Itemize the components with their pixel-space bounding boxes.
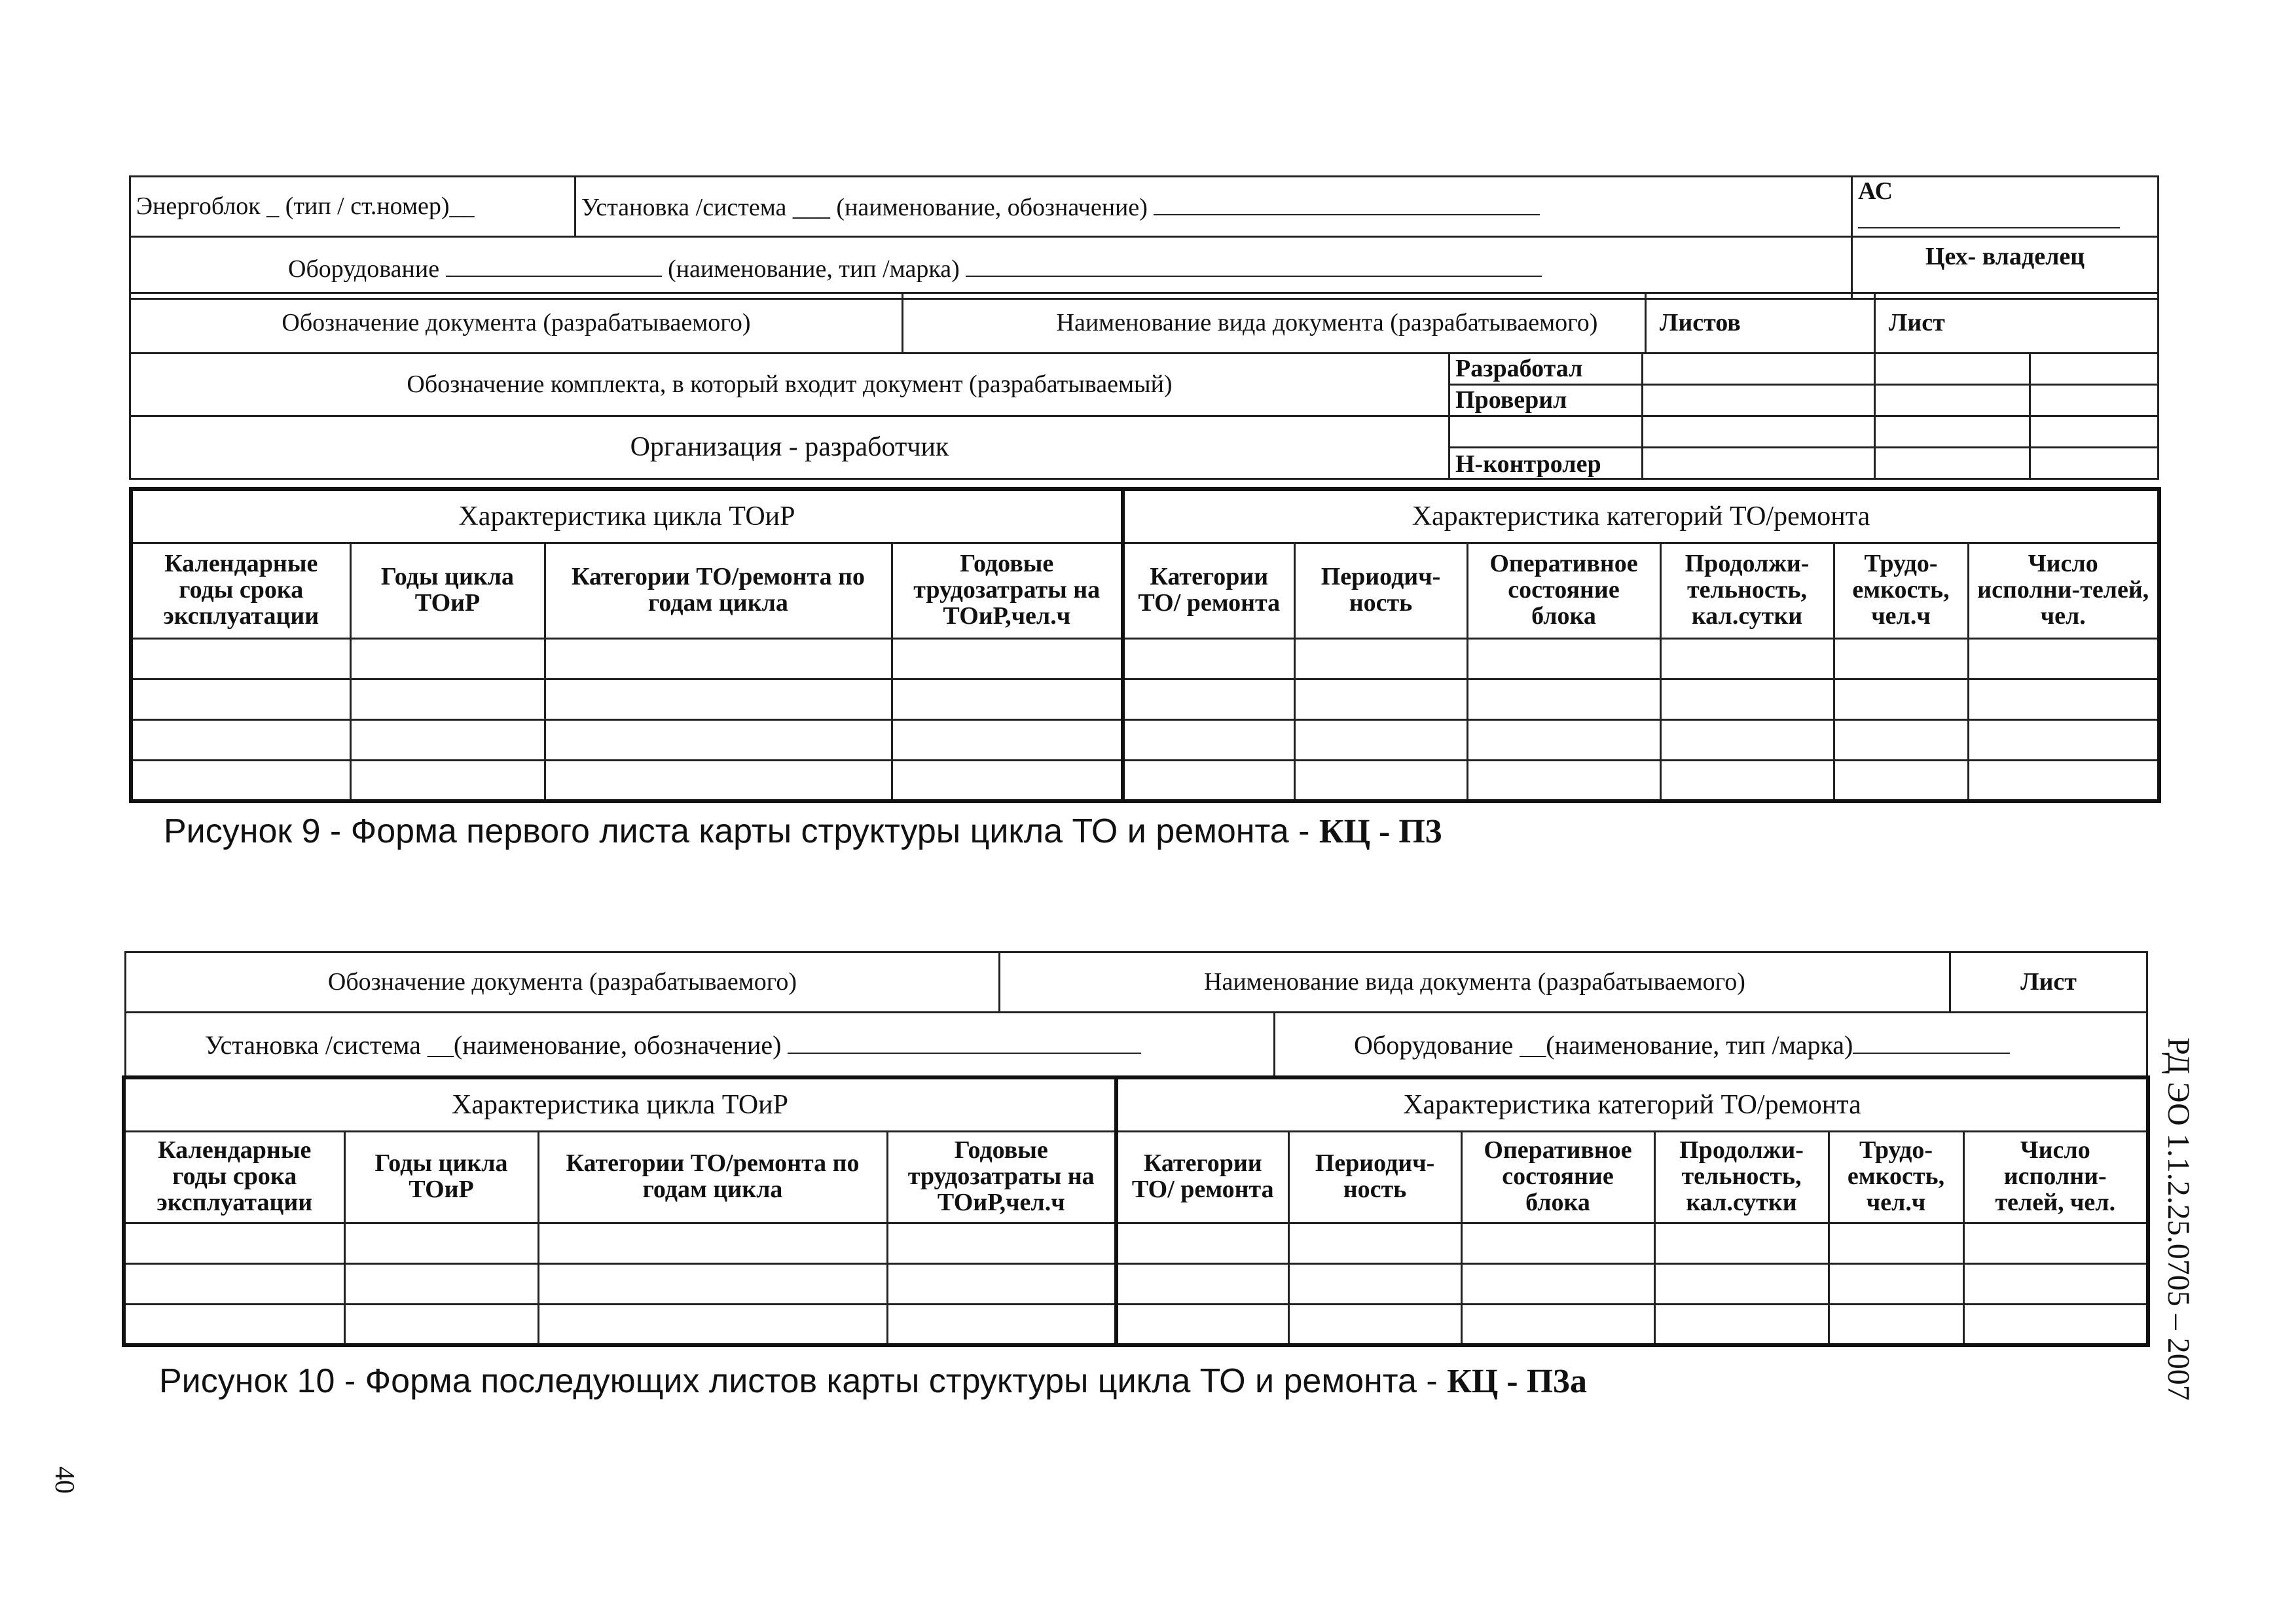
naimenovanie-vida[interactable]: Наименование вида документа (разрабатываемого) (903, 293, 1646, 353)
col-cycle-years: Годы цикла ТОиР (344, 1131, 538, 1223)
form2-oborudovanie[interactable]: Оборудование __(наименование, тип /марка) (1275, 1013, 2147, 1077)
razrabotal-date[interactable] (2030, 353, 2159, 385)
blank-name[interactable] (1643, 416, 1875, 448)
blank-label (1449, 416, 1643, 448)
nkontroler-name[interactable] (1643, 448, 1875, 479)
form1-data-table (129, 487, 2161, 803)
proveril-sign[interactable] (1875, 385, 2030, 416)
listov-cell[interactable]: Листов (1646, 293, 1875, 353)
table-row (131, 719, 2159, 760)
energoblok-cell[interactable]: Энергоблок _ (тип / ст.номер)__ (130, 177, 575, 237)
blank-date[interactable] (2030, 416, 2159, 448)
figure9-caption: Рисунок 9 - Форма первого листа карты структуры цикла ТО и ремонта - КЦ - П3 (164, 812, 1442, 850)
form2-oboznachenie[interactable]: Обозначение документа (разрабатываемого) (126, 952, 1000, 1013)
table-row (131, 679, 2159, 719)
nkontroler-sign[interactable] (1875, 448, 2030, 479)
col-duration: Продолжи-тельность, кал.сутки (1654, 1131, 1829, 1223)
tseh-vladelets-cell[interactable]: Цех- владелец (1852, 237, 2159, 299)
nkontroler-label: Н-контролер (1449, 448, 1643, 479)
oborudovanie-cell[interactable]: Оборудование (наименование, тип /марка) (130, 237, 1852, 299)
form2-naimenovanie[interactable]: Наименование вида документа (разрабатываемого) (1000, 952, 1950, 1013)
form1-section-categories: Характеристика категорий ТО/ремонта (1123, 489, 2159, 543)
col-calendar-years: Календарные годы срока эксплуатации (124, 1131, 344, 1223)
proveril-name[interactable] (1643, 385, 1875, 416)
as-cell[interactable]: АС (1852, 177, 2159, 237)
col-operative-state: Оперативное состояние блока (1467, 543, 1660, 638)
nkontroler-date[interactable] (2030, 448, 2159, 479)
form1-section-cycle: Характеристика цикла ТОиР (131, 489, 1123, 543)
col-workers: Число исполни-телей, чел. (1968, 543, 2159, 638)
komplekt-cell[interactable]: Обозначение комплекта, в который входит документ (разрабатываемый) (130, 353, 1449, 416)
razrabotal-label: Разработал (1449, 353, 1643, 385)
form1-header-lower (129, 292, 2159, 354)
figure10-caption: Рисунок 10 - Форма последующих листов карты структуры цикла ТО и ремонта - КЦ - П3а (159, 1362, 1588, 1400)
col-labor-intensity: Трудо-емкость, чел.ч (1829, 1131, 1963, 1223)
form2-section-categories: Характеристика категорий ТО/ремонта (1116, 1077, 2148, 1131)
oboznachenie-dokumenta[interactable]: Обозначение документа (разрабатываемого) (130, 293, 903, 353)
form2-header (124, 951, 2148, 1077)
col-annual-labor: Годовые трудозатраты на ТОиР,чел.ч (892, 543, 1123, 638)
col-periodicity: Периодич-ность (1294, 543, 1467, 638)
table-row (124, 1263, 2148, 1304)
col-operative-state: Оперативное состояние блока (1461, 1131, 1654, 1223)
col-category: Категории ТО/ ремонта (1116, 1131, 1288, 1223)
col-calendar-years: Календарные годы срока эксплуатации (131, 543, 350, 638)
col-periodicity: Периодич-ность (1288, 1131, 1461, 1223)
col-categories-by-year: Категории ТО/ремонта по годам цикла (545, 543, 892, 638)
form1-header (129, 175, 2159, 300)
razrabotal-name[interactable] (1643, 353, 1875, 385)
col-duration: Продолжи-тельность, кал.сутки (1660, 543, 1834, 638)
organizatsiya-cell[interactable]: Организация - разработчик (130, 416, 1449, 479)
document-code: РД ЭО 1.1.2.25.0705 – 2007 (2161, 1038, 2196, 1401)
razrabotal-sign[interactable] (1875, 353, 2030, 385)
col-annual-labor: Годовые трудозатраты на ТОиР,чел.ч (887, 1131, 1116, 1223)
proveril-label: Проверил (1449, 385, 1643, 416)
proveril-date[interactable] (2030, 385, 2159, 416)
col-cycle-years: Годы цикла ТОиР (350, 543, 545, 638)
list-cell[interactable]: Лист (1875, 293, 2159, 353)
table-row (124, 1223, 2148, 1263)
table-row (131, 760, 2159, 801)
col-category: Категории ТО/ ремонта (1123, 543, 1294, 638)
blank-sign[interactable] (1875, 416, 2030, 448)
form2-ustanovka[interactable]: Установка /система __(наименование, обозначение) (126, 1013, 1275, 1077)
form2-data-table (122, 1075, 2150, 1347)
page-number: 40 (49, 1466, 79, 1494)
form1-signatures (129, 352, 2159, 480)
form2-section-cycle: Характеристика цикла ТОиР (124, 1077, 1116, 1131)
col-categories-by-year: Категории ТО/ремонта по годам цикла (538, 1131, 887, 1223)
form2-list-cell[interactable]: Лист (1950, 952, 2147, 1013)
table-row (131, 638, 2159, 679)
table-row (124, 1304, 2148, 1345)
col-labor-intensity: Трудо-емкость, чел.ч (1834, 543, 1968, 638)
col-workers: Число исполни-телей, чел. (1963, 1131, 2148, 1223)
ustanovka-cell[interactable]: Установка /система ___ (наименование, обозначение) (575, 177, 1852, 237)
